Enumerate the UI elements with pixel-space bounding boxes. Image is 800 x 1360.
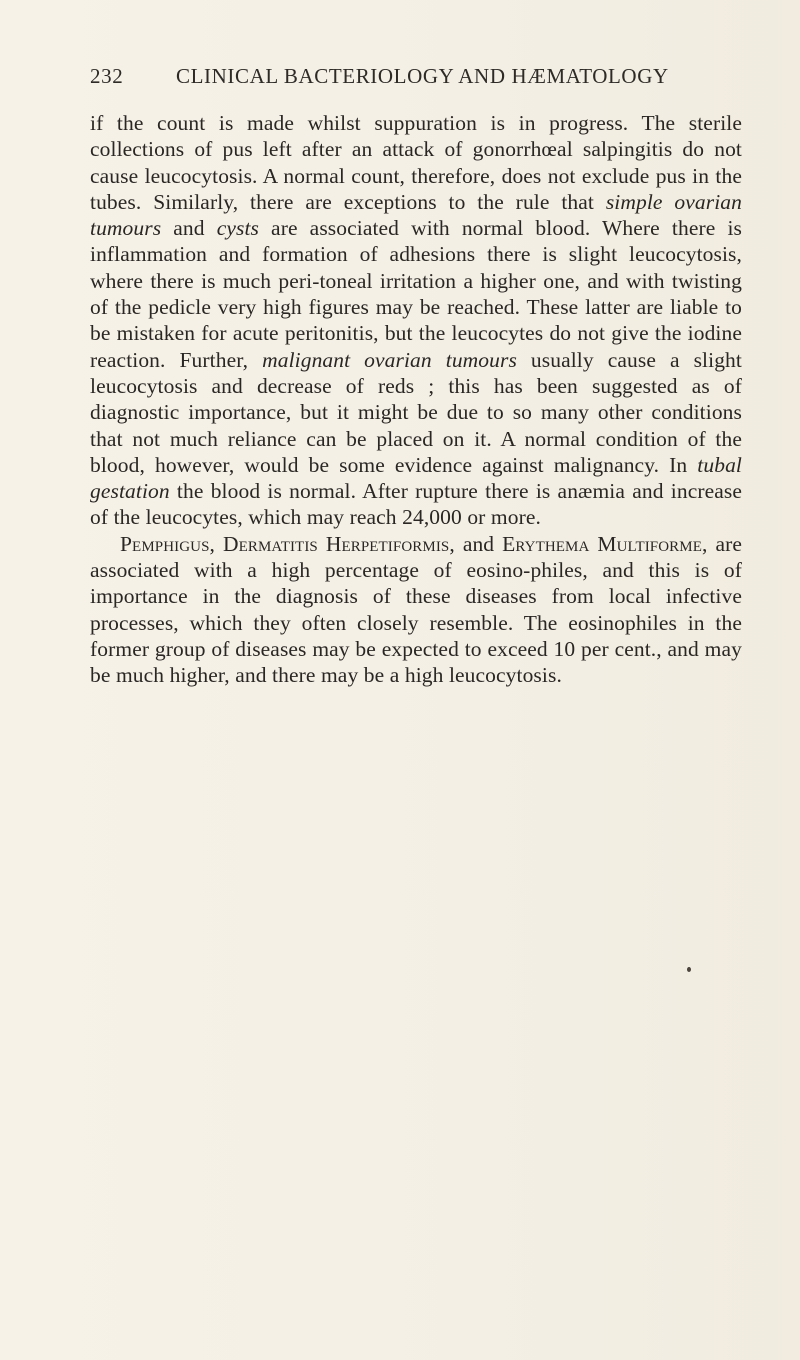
italic-term-cysts: cysts bbox=[216, 216, 259, 241]
italic-term-simple-ovarian-tumours: simple ovarian tumours bbox=[90, 189, 742, 241]
running-head bbox=[90, 64, 730, 90]
paragraph-1 bbox=[90, 110, 742, 531]
text-segment: and bbox=[454, 531, 503, 556]
text-segment: the blood is normal. After rupture there is anæmia and increase of the leucocytes, which may reach 24,000 or more. bbox=[90, 479, 742, 530]
small-caps-term-erythema-multiforme: Erythema Multiforme, bbox=[502, 531, 708, 556]
text-segment: are associated with a high percentage of eosino-philes, and this is of importance in the diagnosis of these diseases from local infective processes, which they often closely resemble. The eosinophiles in the former group of diseases may be expected to exceed 10 per cent., and may be much higher, and there may be a high leucocytosis. bbox=[90, 531, 742, 688]
italic-term-tubal-gestation: tubal gestation bbox=[90, 452, 742, 504]
page-number: 232 bbox=[90, 64, 124, 88]
text-segment: are associated with normal blood. Where there is inflammation and formation of adhesions there is slight leucocytosis, where there is much peri-toneal irritation a higher one, and with twisting of the pedicle very high figures may be reached. These latter are liable to be mistaken for acute peritonitis, but the leucocytes do not give the iodine reaction. Further, bbox=[90, 216, 742, 372]
ink-speck bbox=[687, 967, 691, 972]
italic-term-malignant-ovarian-tumours: malignant ovarian tumours bbox=[262, 347, 517, 372]
body-text bbox=[90, 110, 742, 689]
text-segment: and bbox=[161, 216, 217, 241]
small-caps-term-pemphigus-dermatitis: Pemphigus, Dermatitis Herpetiformis, bbox=[120, 531, 455, 556]
running-title: CLINICAL BACTERIOLOGY AND HÆMATOLOGY bbox=[176, 64, 669, 88]
text-segment: if the count is made whilst suppuration is in progress. The sterile collections of pus left after an attack of gonorrhœal salpingitis do not cause leucocytosis. A normal count, therefore, does not exclude pus in the tubes. Similarly, there are exceptions to the rule that bbox=[90, 111, 742, 214]
paragraph-2 bbox=[90, 531, 742, 689]
text-segment: usually cause a slight leucocytosis and decrease of reds ; this has been suggested as of diagnostic importance, but it might be due to so many other conditions that not much reliance can be placed on it. A normal condition of the blood, however, would be some evidence against malignancy. In bbox=[90, 347, 742, 477]
